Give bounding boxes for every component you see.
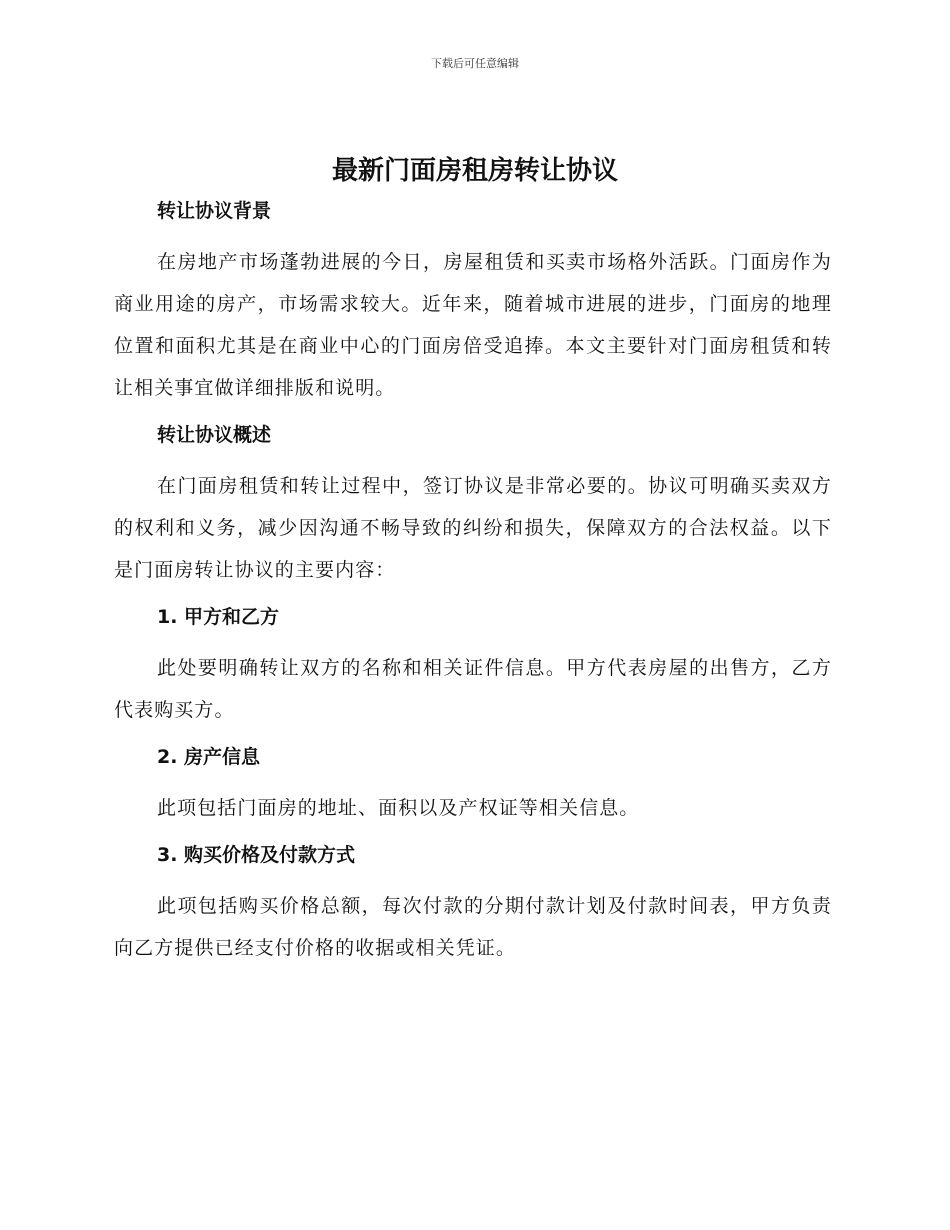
- section-heading: 转让协议概述: [157, 424, 272, 446]
- section-paragraph: 此项包括购买价格总额，每次付款的分期付款计划及付款时间表，甲方负责向乙方提供已经支付价格的收据或相关凭证。: [114, 895, 832, 959]
- section-paragraph: 在门面房租赁和转让过程中，签订协议是非常必要的。协议可明确买卖双方的权利和义务，减少因沟通不畅导致的纠纷和损失，保障双方的合法权益。以下是门面房转让协议的主要内容：: [114, 475, 832, 581]
- section-paragraph: 此处要明确转让双方的名称和相关证件信息。甲方代表房屋的出售方，乙方代表购买方。: [114, 657, 832, 721]
- section-price-payment: [114, 839, 832, 969]
- section-paragraph: 此项包括门面房的地址、面积以及产权证等相关信息。: [157, 797, 640, 819]
- section-paragraph: 在房地产市场蓬勃进展的今日，房屋租赁和买卖市场格外活跃。门面房作为商业用途的房产，市场需求较大。近年来，随着城市进展的进步，门面房的地理位置和面积尤其是在商业中心的门面房倍受追捧。本文主要针对门面房租赁和转让相关事宜做详细排版和说明。: [114, 251, 832, 399]
- section-heading: 2. 房产信息: [157, 746, 261, 768]
- section-parties: [114, 601, 832, 741]
- section-background: [114, 195, 832, 419]
- section-heading: 3. 购买价格及付款方式: [157, 844, 356, 866]
- section-heading: 1. 甲方和乙方: [157, 606, 280, 628]
- section-property-info: [114, 741, 832, 839]
- page-header-note: 下载后可任意编辑: [431, 57, 519, 70]
- section-heading: 转让协议背景: [157, 200, 272, 222]
- document-body: [114, 195, 832, 969]
- document-title: 最新门面房租房转让协议: [331, 156, 618, 186]
- section-overview: [114, 419, 832, 601]
